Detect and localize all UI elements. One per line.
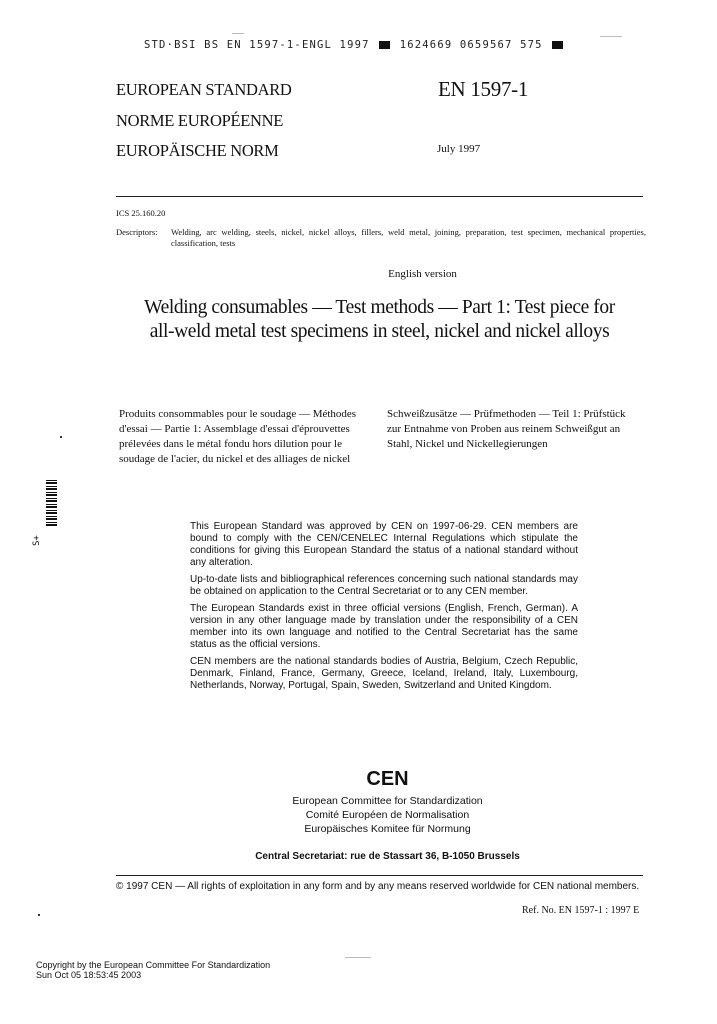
- standard-name-en: EUROPEAN STANDARD: [116, 80, 292, 99]
- scan-dot: [60, 436, 62, 438]
- header-code-mid: 1624669 0659567 575: [399, 39, 543, 51]
- barcode-icon: [46, 478, 57, 526]
- header-code-left: STD·BSI BS EN 1597-1-ENGL 1997: [144, 39, 370, 51]
- descriptors-text: Welding, arc welding, steels, nickel, nickel alloys, fillers, weld metal, joining, preparation, test specimen, mechanical properties, classification, tests: [171, 227, 646, 248]
- side-code: S+: [32, 535, 42, 546]
- copyright-note: © 1997 CEN — All rights of exploitation in any form and by any means reserved worldwide for CEN national members.: [116, 881, 640, 892]
- approval-text: [190, 521, 578, 697]
- reference-number: Ref. No. EN 1597-1 : 1997 E: [522, 905, 640, 916]
- descriptors-label: Descriptors:: [116, 227, 158, 237]
- footer: [36, 960, 270, 980]
- cen-logo-text: CEN: [366, 768, 409, 790]
- scan-mark: [345, 957, 371, 958]
- cen-name-de: Europäisches Komitee für Normung: [304, 823, 471, 835]
- cen-names: [0, 794, 717, 836]
- scan-mark: [232, 33, 244, 34]
- members-paragraph: CEN members are the national standards bodies of Austria, Belgium, Czech Republic, Denmark, Finland, France, Germany, Greece, Iceland, Ireland, Italy, Luxembourg, Netherlands, Norway, Portugal, Spain, Sweden, Switzerland and United Kingdom.: [190, 656, 578, 691]
- scan-mark: [600, 36, 622, 37]
- title-line-1: Welding consumables — Test methods — Part 1: Test piece for: [144, 297, 615, 318]
- standard-name-de: EUROPÄISCHE NORM: [116, 141, 279, 160]
- versions-paragraph: The European Standards exist in three official versions (English, French, German). A version in any other language made by translation under the responsibility of a CEN member into its own language and notified to the Central Secretariat has the same status as the official versions.: [190, 603, 578, 650]
- footer-copyright: Copyright by the European Committee For Standardization: [36, 960, 271, 970]
- standard-date: July 1997: [437, 143, 481, 155]
- document-title: [116, 296, 643, 343]
- cen-name-fr: Comité Européen de Normalisation: [305, 809, 470, 821]
- version-label: English version: [388, 268, 457, 280]
- scan-dot: [38, 914, 40, 916]
- title-line-2: all-weld metal test specimens in steel, nickel and nickel alloys: [149, 320, 610, 342]
- header-code-line: [144, 39, 565, 51]
- french-title: Produits consommables pour le soudage — Méthodes d'essai — Partie 1: Assemblage d'essai d'éprouvettes prélevées dans le métal fondu hors dilution pour le soudage de l'acier, du nickel et des alliages de nickel: [119, 408, 357, 465]
- footer-timestamp: Sun Oct 05 18:53:45 2003: [36, 970, 142, 980]
- approval-paragraph: This European Standard was approved by CEN on 1997-06-29. CEN members are bound to comply with the CEN/CENELEC Internal Regulations which stipulate the conditions for giving this European Standard the status of a national standard without any alteration.: [190, 521, 578, 568]
- barcode-block-icon: [379, 41, 390, 49]
- ics-code: ICS 25.160.20: [116, 208, 166, 218]
- secretariat-address: Central Secretariat: rue de Stassart 36, B-1050 Brussels: [255, 851, 520, 862]
- references-paragraph: Up-to-date lists and bibliographical references concerning such national standards may be obtained on application to the Central Secretariat or to any CEN member.: [190, 574, 578, 597]
- cen-name-en: European Committee for Standardization: [292, 795, 483, 807]
- standard-name-fr: NORME EUROPÉENNE: [116, 111, 284, 130]
- divider: [116, 196, 643, 197]
- german-title: Schweißzusätze — Prüfmethoden — Teil 1: Prüfstück zur Entnahme von Proben aus reinem Schweißgut an Stahl, Nickel und Nickellegierungen: [387, 408, 626, 450]
- barcode-block-icon: [552, 41, 563, 49]
- divider: [116, 875, 643, 876]
- standard-number: EN 1597-1: [438, 77, 529, 101]
